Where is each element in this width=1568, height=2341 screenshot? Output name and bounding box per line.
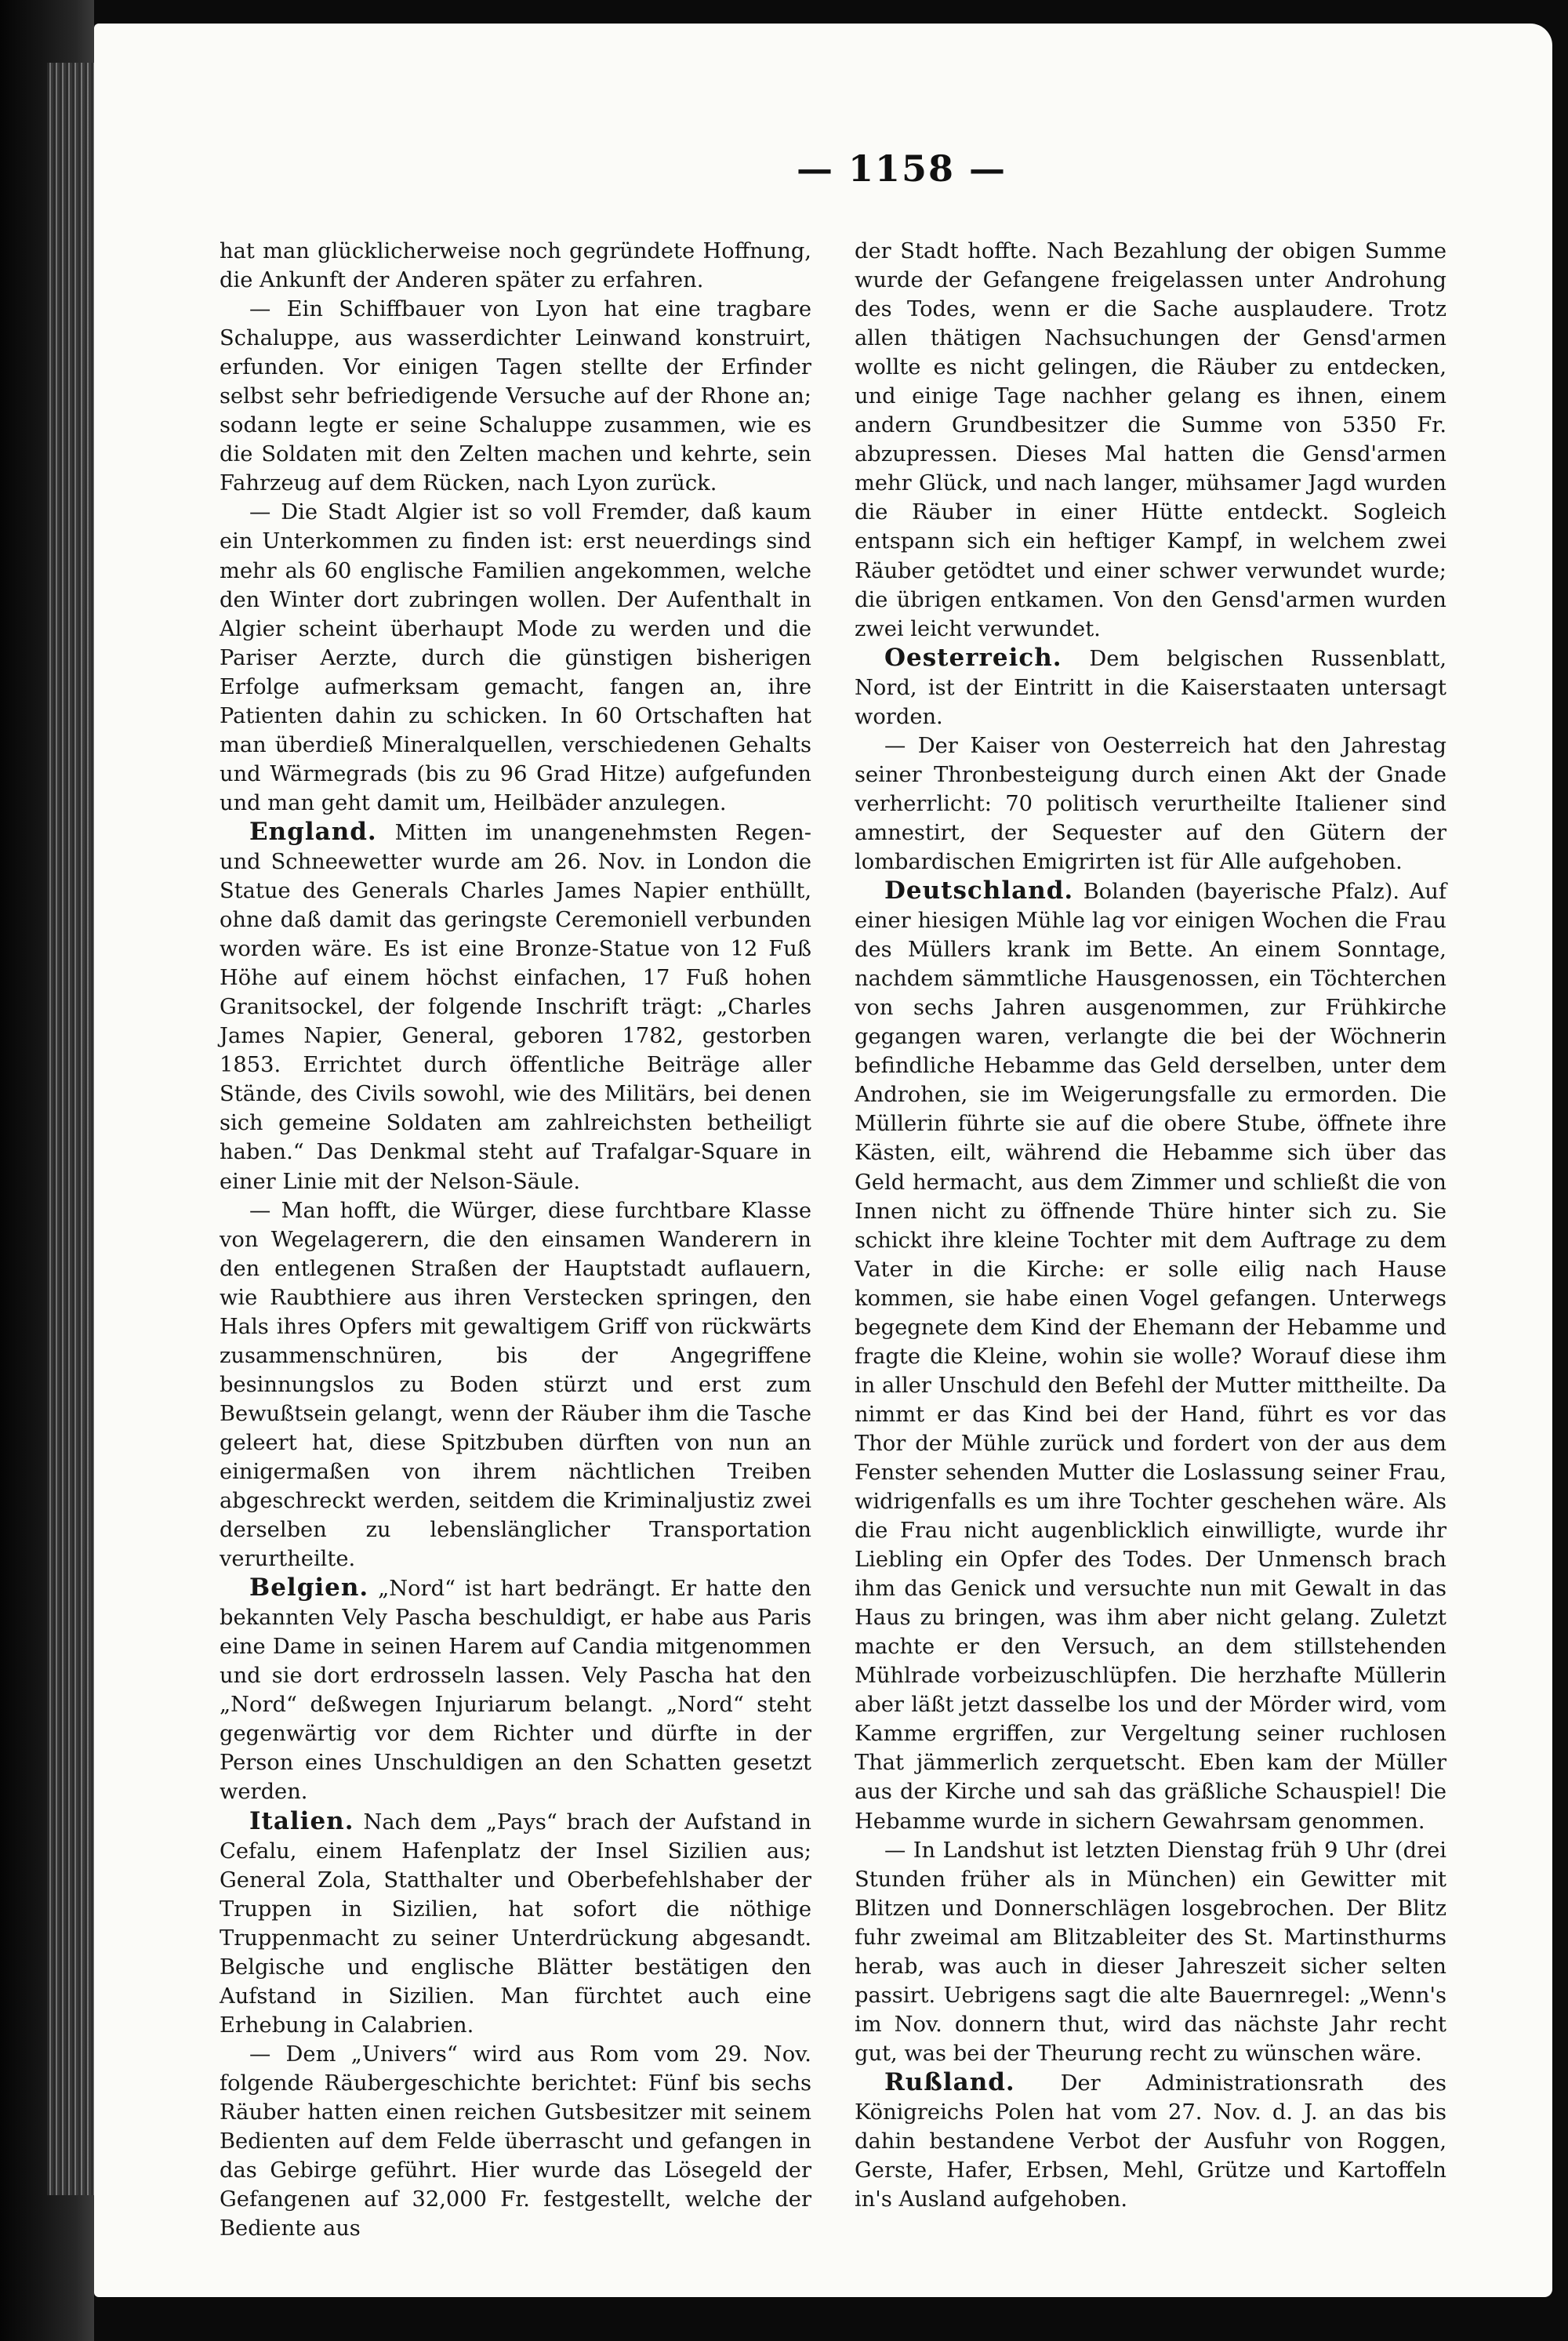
article-paragraph: England. Mitten im unangenehmsten Regen- und Schneewetter wurde am 26. Nov. in London die Statue des Generals Charles James Napier enthüllt, ohne daß damit das geringste Ceremoniell verbunden worden wäre. Es ist eine Bronze-Statue von 12 Fuß Höhe auf einem höchst einfachen, 17 Fuß hohen Granitsockel, der folgende Inschrift trägt: „Charles James Napier, General, geboren 1782, gestorben 1853. Errichtet durch öffentliche Beiträge aller Stände, des Civils sowohl, wie des Militärs, bei denen sich gemeine Soldaten am zahlreichsten betheiligt haben.“ Das Denkmal steht auf Trafalgar-Square in einer Linie mit der Nelson-Säule. (220, 817, 811, 1194)
article-paragraph: hat man glücklicherweise noch gegründete Hoffnung, die Ankunft der Anderen später zu erfahren. (220, 239, 811, 293)
page-number: — 1158 — (796, 147, 1007, 190)
article-paragraph: Rußland. Der Administrationsrath des Königreichs Polen hat vom 27. Nov. d. J. an das bis dahin bestandene Verbot der Ausfuhr von Roggen, Gerste, Hafer, Erbsen, Mehl, Grütze und Kartoffeln in's Ausland aufgehoben. (855, 2067, 1446, 2212)
article-paragraph: — Man hofft, die Würger, diese furchtbare Klasse von Wegelagerern, die den einsamen Wanderern in den entlegenen Straßen der Hauptstadt auflauern, wie Raubthiere aus ihren Verstecken springen, den Hals ihres Opfers mit gewaltigem Griff von rückwärts zusammenschnüren, bis der Angegriffene besinnungslos zu Boden stürzt und erst zum Bewußtsein gelangt, wenn der Räuber ihm die Tasche geleert hat, diese Spitzbuben dürften von nun an einigermaßen von ihrem nächtlichen Treiben abgeschreckt werden, seitdem die Kriminaljustiz zwei derselben zu lebenslänglicher Transportation verurtheilte. (220, 1198, 811, 1572)
article-paragraph: — Dem „Univers“ wird aus Rom vom 29. Nov. folgende Räubergeschichte berichtet: Fünf bis sechs Räuber hatten einen reichen Gutsbesitzer mit seinem Bedienten auf dem Felde überrascht und gefangen in das Gebirge geführt. Hier wurde das Lösegeld der Gefangenen auf 32,000 Fr. festgestellt, welche der Bediente aus (220, 2042, 811, 2241)
article-paragraph: Deutschland. Bolanden (bayerische Pfalz). Auf einer hiesigen Mühle lag vor einigen Wochen die Frau des Müllers krank im Bette. An einem Sonntage, nachdem sämmtliche Hausgenossen, ein Töchterchen von sechs Jahren ausgenommen, zur Frühkirche gegangen waren, verlangte die bei der Wöchnerin befindliche Hebamme das Geld derselben, unter dem Androhen, sie im Weigerungsfalle zu ermorden. Die Müllerin führte sie auf die obere Stube, öffnete ihre Kästen, eilt, während die Hebamme sich über das Geld hermacht, aus dem Zimmer und schließt die von Innen nicht zu öffnende Thüre hinter sich zu. Sie schickt ihre kleine Tochter mit dem Auftrage zu dem Vater in die Kirche: er solle eilig nach Hause kommen, sie habe einen Vogel gefangen. Unterwegs begegnete dem Kind der Ehemann der Hebamme und fragte die Kleine, wohin sie wolle? Worauf diese ihm in aller Unschuld den Befehl der Mutter mittheilte. Da nimmt er das Kind bei der Hand, führt es vor das Thor der Mühle zurück und fordert von der aus dem Fenster sehenden Mutter die Loslassung seiner Frau, widrigenfalls es um ihre Tochter geschehen wäre. Als die Frau nicht augenblicklich einwilligte, wurde ihr Liebling ein Opfer des Todes. Der Unmensch brach ihm das Genick und versuchte nun mit Gewalt in das Haus zu bringen, was ihm aber nicht gelang. Zuletzt machte er den Versuch, an dem stillstehenden Mühlrade vorbeizuschlüpfen. Die herzhafte Müllerin aber läßt jetzt dasselbe los und der Mörder wird, vom Kamme ergriffen, zur Vergeltung seiner ruchlosen That jämmerlich zerquetscht. Eben kam der Müller aus der Kirche und sah das gräßliche Schauspiel! Die Hebamme wurde in sichern Gewahrsam genommen. (855, 877, 1446, 1834)
newspaper-page (94, 24, 1552, 2297)
article-paragraph: Italien. Nach dem „Pays“ brach der Aufstand in Cefalu, einem Hafenplatz der Insel Sizilien aus; General Zola, Statthalter und Oberbefehlshaber der Truppen in Sizilien, hat sofort die nöthige Truppenmacht zu seiner Unterdrückung abgesandt. Belgische und englische Blätter bestätigen den Aufstand in Sizilien. Man fürchtet auch eine Erhebung in Calabrien. (220, 1806, 811, 2038)
article-paragraph: Oesterreich. Dem belgischen Russenblatt, Nord, ist der Eintritt in die Kaiserstaaten untersagt worden. (855, 643, 1446, 729)
article-paragraph: der Stadt hoffte. Nach Bezahlung der obigen Summe wurde der Gefangene freigelassen unter Androhung des Todes, wenn er die Sache ausplaudere. Trotz allen thätigen Nachsuchungen der Gensd'armen wollte es nicht gelingen, die Räuber zu entdecken, und einige Tage nachher gelang es ihnen, einem andern Grundbesitzer die Summe von 5350 Fr. abzupressen. Dieses Mal hatten die Gensd'armen mehr Glück, und nach langer, mühsamer Jagd wurden die Räuber in einer Hütte entdeckt. Sogleich entspann sich ein heftiger Kampf, in welchem zwei Räuber getödtet und einer schwer verwundet wurde; die übrigen entkamen. Von den Gensd'armen wurden zwei leicht verwundet. (855, 239, 1446, 641)
right-column (855, 237, 1446, 2214)
article-paragraph: Belgien. „Nord“ ist hart bedrängt. Er hatte den bekannten Vely Pascha beschuldigt, er habe aus Paris eine Dame in seinen Harem auf Candia mitgenommen und sie dort erdrosseln lassen. Vely Pascha hat den „Nord“ deßwegen Injuriarum belangt. „Nord“ steht gegenwärtig vor dem Richter und dürfte in der Person eines Unschuldigen an den Schatten gesetzt werden. (220, 1573, 811, 1805)
article-paragraph: — In Landshut ist letzten Dienstag früh 9 Uhr (drei Stunden früher als in München) ein Gewitter mit Blitzen und Donnerschlägen losgebrochen. Der Blitz fuhr zweimal am Blitzableiter des St. Martinsthurms herab, was auch in dieser Jahreszeit sicher selten passirt. Uebrigens sagt die alte Bauernregel: „Wenn's im Nov. donnern thut, wird das nächste Jahr recht gut, was bei der Theurung recht zu wünschen wäre. (855, 1838, 1446, 2066)
section-heading-deutschland: Deutschland. (884, 877, 1074, 906)
section-heading-england: England. (249, 817, 377, 846)
left-column (220, 237, 811, 2243)
section-heading-russland: Rußland. (884, 2067, 1015, 2096)
article-paragraph: — Der Kaiser von Oesterreich hat den Jahrestag seiner Thronbesteigung durch einen Akt der Gnade verherrlicht: 70 politisch verurtheilte Italiener sind amnestirt, der Sequester auf den Gütern der lombardischen Emigrirten ist für Alle aufgehoben. (855, 733, 1446, 874)
section-heading-italien: Italien. (249, 1806, 354, 1835)
article-paragraph: — Die Stadt Algier ist so voll Fremder, daß kaum ein Unterkommen zu finden ist: erst neuerdings sind mehr als 60 englische Familien angekommen, welche den Winter dort zubringen wollen. Der Aufenthalt in Algier scheint überhaupt Mode zu werden und die Pariser Aerzte, durch die günstigen bisherigen Erfolge aufmerksam gemacht, fangen an, ihre Patienten dahin zu schicken. In 60 Ortschaften hat man überdieß Mineralquellen, verschiedenen Gehalts und Wärmegrads (bis zu 96 Grad Hitze) aufgefunden und man geht damit um, Heilbäder anzulegen. (220, 500, 811, 815)
section-heading-belgien: Belgien. (249, 1573, 369, 1602)
article-paragraph: — Ein Schiffbauer von Lyon hat eine tragbare Schaluppe, aus wasserdichter Leinwand konstruirt, erfunden. Vor einigen Tagen stellte der Erfinder selbst sehr befriedigende Versuche auf der Rhone an; sodann legte er seine Schaluppe zusammen, wie es die Soldaten mit den Zelten machen und kehrte, sein Fahrzeug auf dem Rücken, nach Lyon zurück. (220, 297, 811, 496)
section-heading-oesterreich: Oesterreich. (884, 643, 1062, 672)
